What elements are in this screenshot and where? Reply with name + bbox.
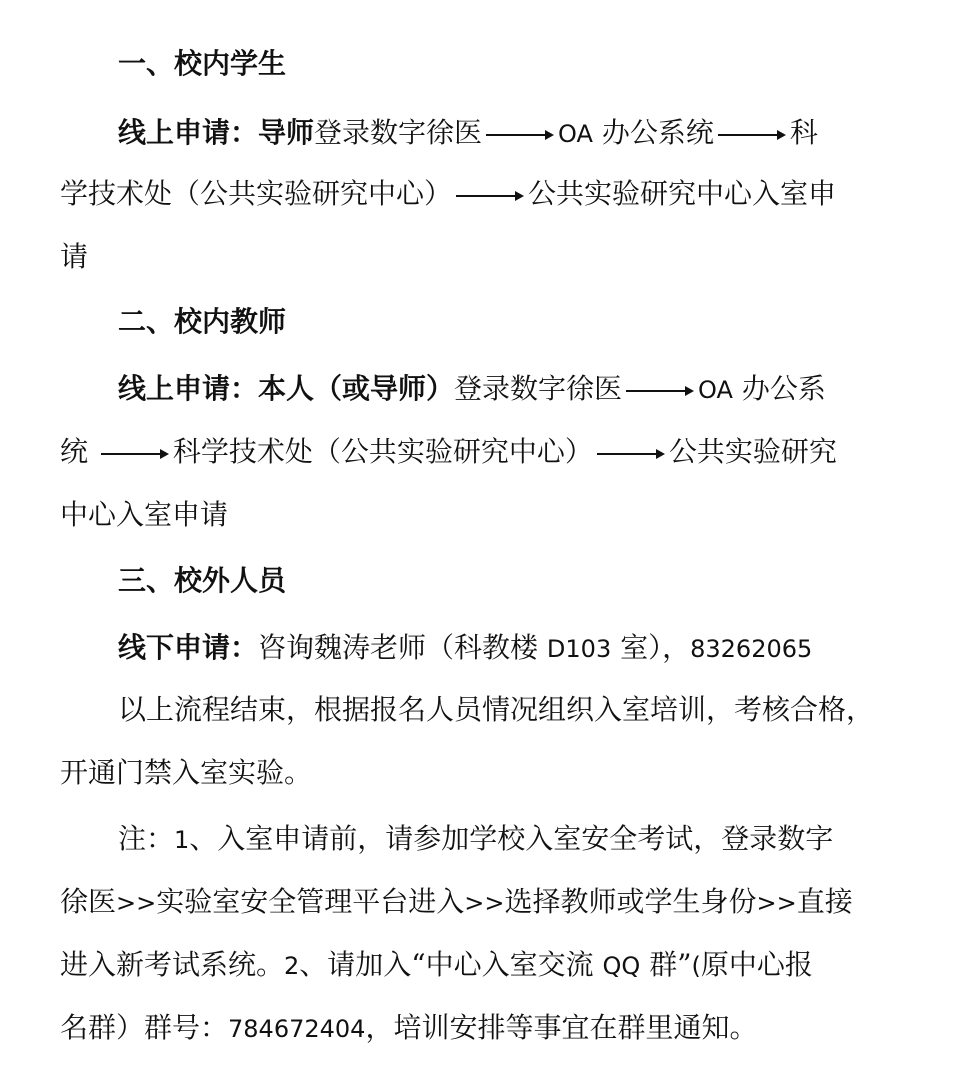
paragraph-line: 线下申请：咨询魏涛老师（科教楼 D103 室），83262065 xyxy=(118,631,813,664)
apply-label: 线下申请： xyxy=(118,631,259,664)
arrow-icon xyxy=(101,432,169,472)
paragraph-line: 统 科学技术处（公共实验研究中心） 公共实验研究 xyxy=(60,432,912,472)
section-heading-teachers xyxy=(118,302,960,342)
paragraph-line: 线上申请：本人（或导师）登录数字徐医 OA 办公系 xyxy=(118,369,960,409)
section-heading-external xyxy=(118,561,960,601)
paragraph-line: 学技术处（公共实验研究中心） 公共实验研究中心入室申 xyxy=(60,174,912,214)
apply-label: 线上申请： xyxy=(118,372,259,405)
note-line: 注：1、入室申请前，请参加学校入室安全考试，登录数字 xyxy=(118,822,834,855)
arrow-icon xyxy=(597,432,665,472)
apply-who: 本人（或导师） xyxy=(258,372,455,405)
section-title: 二、校内教师 xyxy=(118,305,287,338)
phone-number: 83262065 xyxy=(690,635,813,663)
paragraph-line: 以上流程结束，根据报名人员情况组织入室培训，考核合格， xyxy=(118,693,875,726)
arrow-icon xyxy=(626,369,694,409)
apply-who: 导师 xyxy=(258,116,315,149)
paragraph-line: 中心入室申请 xyxy=(60,498,229,531)
arrow-icon xyxy=(486,113,554,153)
arrow-icon xyxy=(456,174,524,214)
note-line: 名群）群号：784672404，培训安排等事宜在群里通知。 xyxy=(60,1011,758,1044)
section-title: 三、校外人员 xyxy=(118,564,287,597)
room-number: D103 xyxy=(546,635,612,663)
paragraph-line: 线上申请：导师登录数字徐医 OA 办公系统 科 xyxy=(118,113,960,153)
paragraph-line: 开通门禁入室实验。 xyxy=(60,756,313,789)
arrow-icon xyxy=(718,113,786,153)
section-heading-students xyxy=(118,44,960,84)
qq-group-number: 784672404 xyxy=(228,1015,366,1043)
note-line: 徐医>>实验室安全管理平台进入>>选择教师或学生身份>>直接 xyxy=(60,885,853,918)
apply-label: 线上申请： xyxy=(118,116,259,149)
section-title: 一、校内学生 xyxy=(118,47,287,80)
note-line: 进入新考试系统。2、请加入“中心入室交流 QQ 群”(原中心报 xyxy=(60,948,813,981)
paragraph-line: 请 xyxy=(60,240,89,273)
